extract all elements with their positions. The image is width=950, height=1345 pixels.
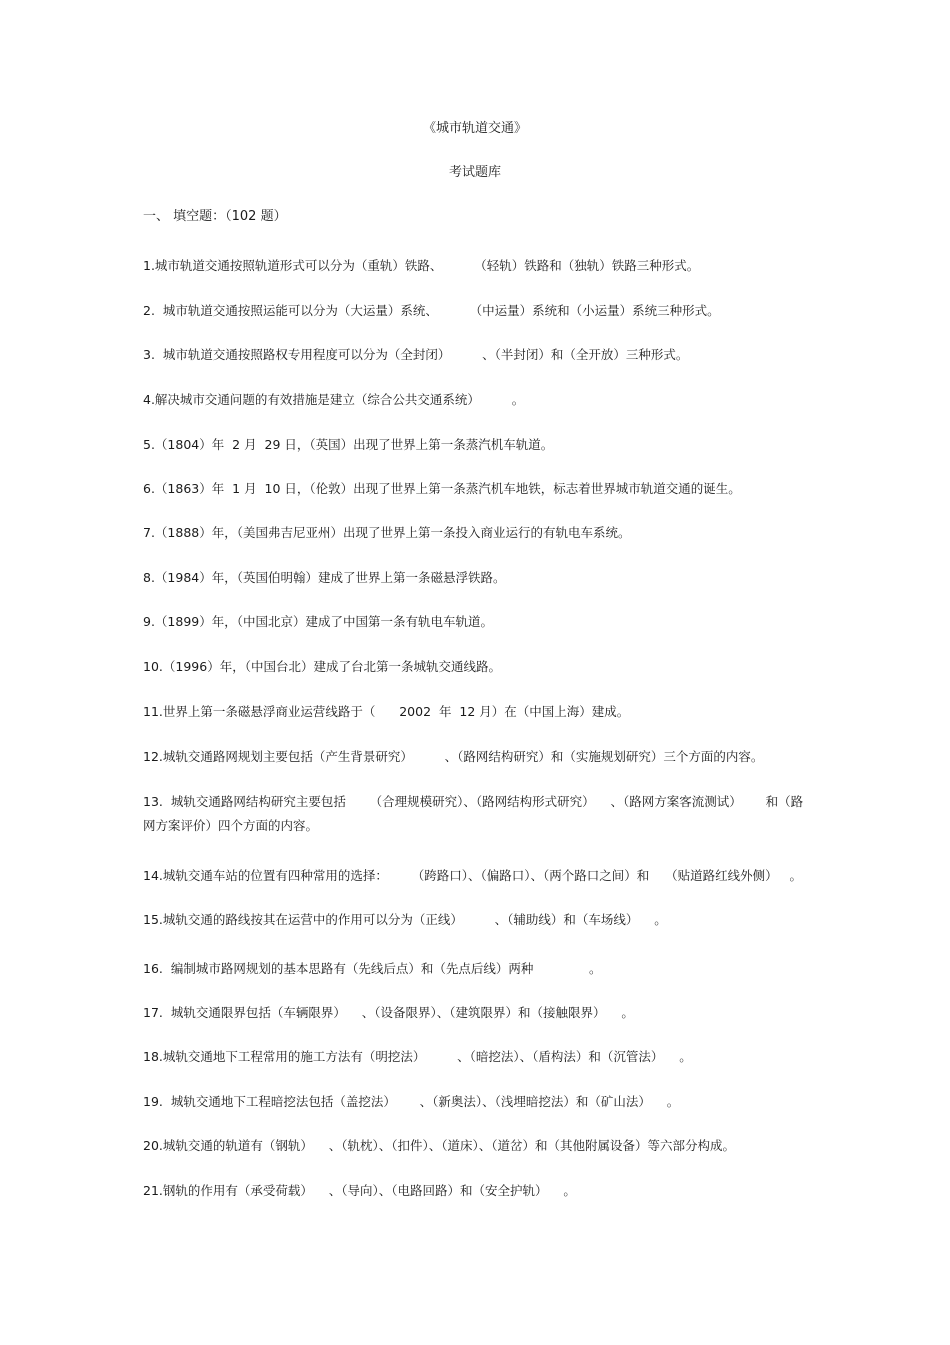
document-title: 《城市轨道交通》 xyxy=(422,121,527,136)
question-12: 12.城轨交通路网规划主要包括（产生背景研究） 、（路网结构研究）和（实施规划研究）三个方面的内容。 xyxy=(143,749,764,764)
question-4: 4.解决城市交通问题的有效措施是建立（综合公共交通系统） 。 xyxy=(143,392,525,407)
section-heading: 一、 填空题：（102 题） xyxy=(143,209,287,224)
question-20: 20.城轨交通的轨道有（钢轨） 、（轨枕）、（扣件）、（道床）、（道岔）和（其他附属设备）等六部分构成。 xyxy=(143,1138,736,1153)
question-14: 14.城轨交通车站的位置有四种常用的选择： （跨路口）、（偏路口）、（两个路口之间）和 （贴道路红线外侧） 。 xyxy=(143,868,803,883)
question-10: 10.（1996）年，（中国台北）建成了台北第一条城轨交通线路。 xyxy=(143,659,501,674)
question-16: 16. 编制城市路网规划的基本思路有（先线后点）和（先点后线）两种 。 xyxy=(143,961,602,976)
question-15: 15.城轨交通的路线按其在运营中的作用可以分为（正线） 、（辅助线）和（车场线） 。 xyxy=(143,912,667,927)
question-8: 8.（1984）年，（英国伯明翰）建成了世界上第一条磁悬浮铁路。 xyxy=(143,570,506,585)
document-subtitle: 考试题库 xyxy=(448,165,501,180)
question-3: 3. 城市轨道交通按照路权专用程度可以分为（全封闭） 、（半封闭）和（全开放）三种形式。 xyxy=(143,347,689,362)
question-1: 1.城市轨道交通按照轨道形式可以分为（重轨）铁路、 （轻轨）铁路和（独轨）铁路三种形式。 xyxy=(143,258,700,273)
question-18: 18.城轨交通地下工程常用的施工方法有（明挖法） 、（暗挖法）、（盾构法）和（沉管法） 。 xyxy=(143,1049,692,1064)
question-2: 2. 城市轨道交通按照运能可以分为（大运量）系统、 （中运量）系统和（小运量）系统三种形式。 xyxy=(143,303,720,318)
question-21: 21.钢轨的作用有（承受荷载） 、（导向）、（电路回路）和（安全护轨） 。 xyxy=(143,1183,576,1198)
question-9: 9.（1899）年，（中国北京）建成了中国第一条有轨电车轨道。 xyxy=(143,614,493,629)
question-6: 6.（1863）年 1 月 10 日，（伦敦）出现了世界上第一条蒸汽机车地铁，标志着世界城市轨道交通的诞生。 xyxy=(143,481,741,496)
question-19: 19. 城轨交通地下工程暗挖法包括（盖挖法） 、（新奥法）、（浅埋暗挖法）和（矿山法） 。 xyxy=(143,1094,680,1109)
question-13: 13. 城轨交通路网结构研究主要包括 （合理规模研究）、（路网结构形式研究） 、（路网方案客流测试） 和（路网方案评价）四个方面的内容。 xyxy=(143,794,804,833)
question-17: 17. 城轨交通限界包括（车辆限界） 、（设备限界）、（建筑限界）和（接触限界） 。 xyxy=(143,1005,634,1020)
question-11: 11.世界上第一条磁悬浮商业运营线路于（ 2002 年 12 月）在（中国上海）建成。 xyxy=(143,704,630,719)
question-5: 5.（1804）年 2 月 29 日，（英国）出现了世界上第一条蒸汽机车轨道。 xyxy=(143,437,554,452)
question-7: 7.（1888）年，（美国弗吉尼亚州）出现了世界上第一条投入商业运行的有轨电车系统。 xyxy=(143,525,631,540)
